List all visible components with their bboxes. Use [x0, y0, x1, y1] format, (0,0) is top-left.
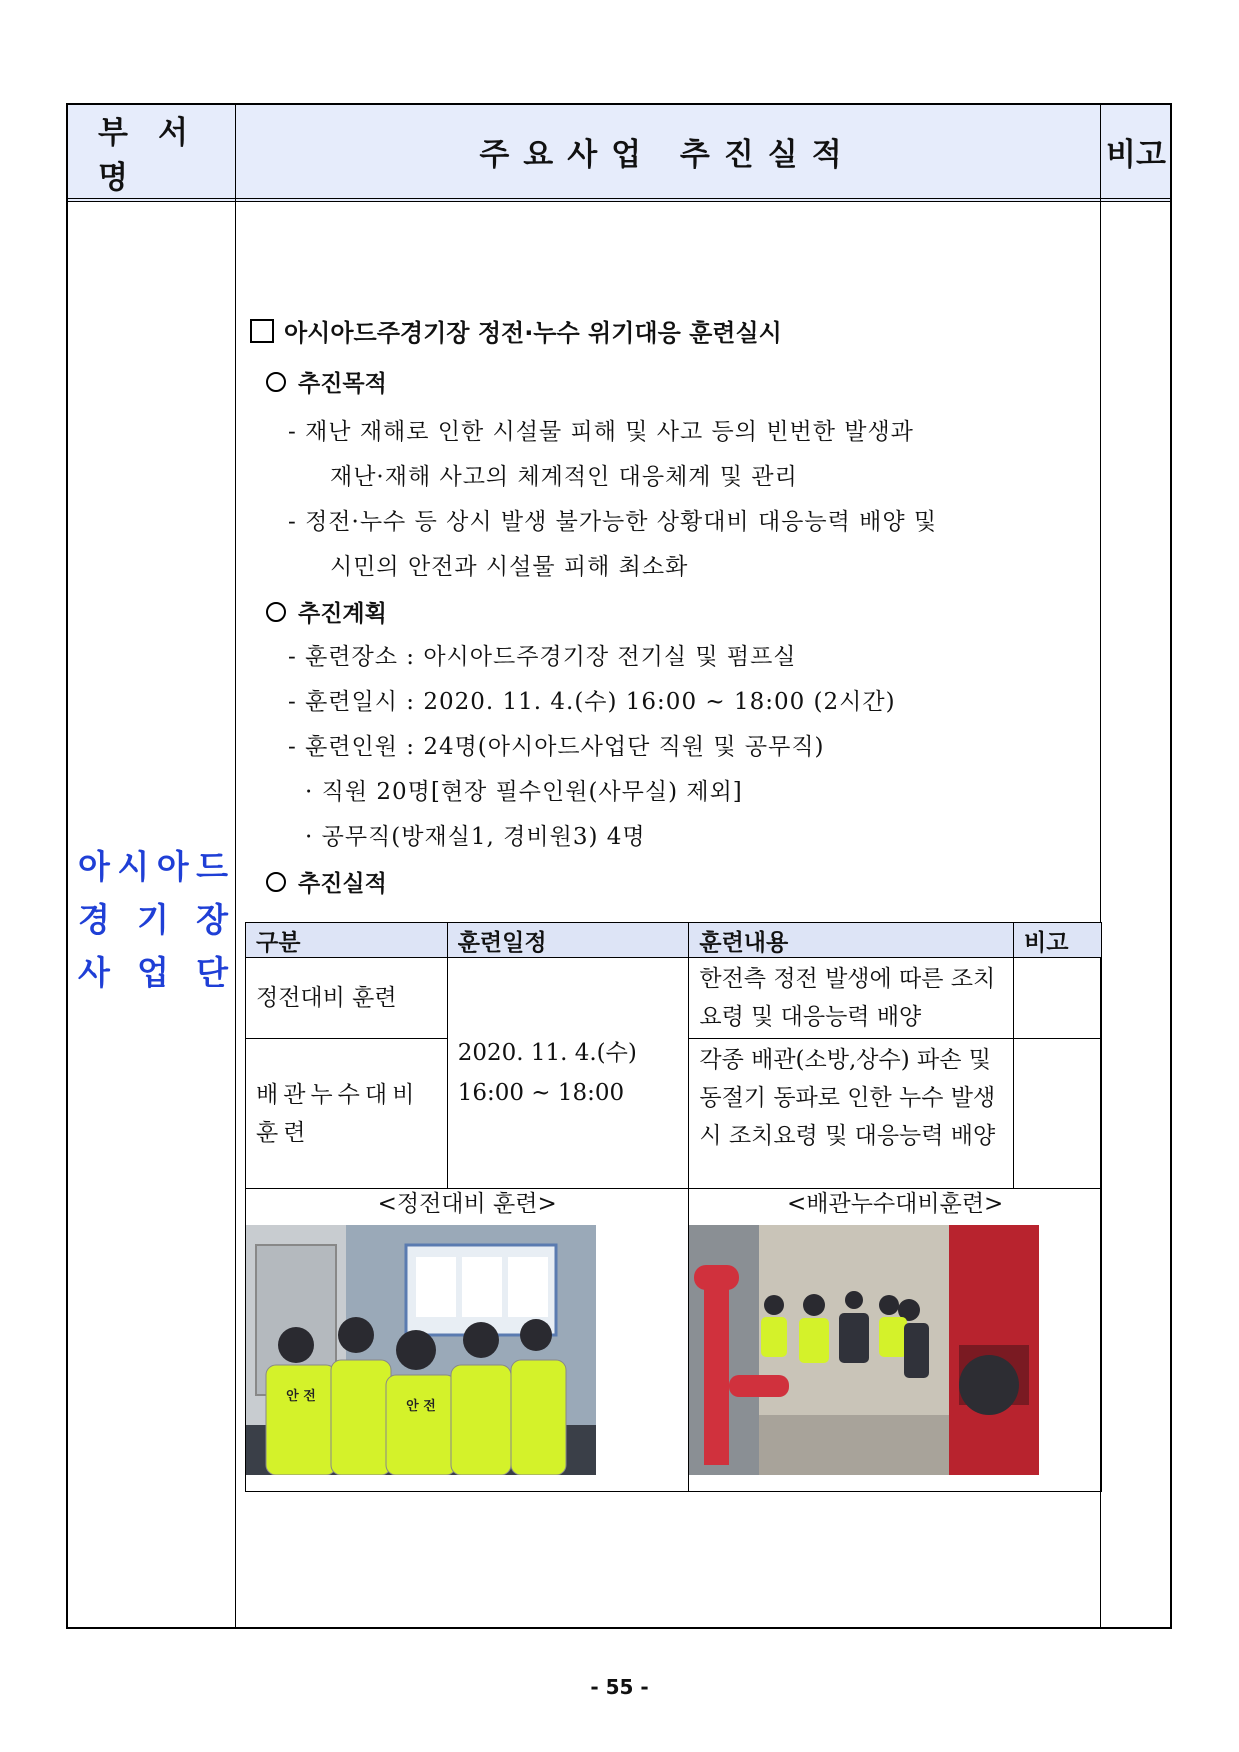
vest-label: 안 전 — [406, 1399, 436, 1414]
purpose-line: - 정전·누수 등 상시 발생 불가능한 상황대비 대응능력 배양 및 — [288, 509, 938, 535]
purpose-line: 시민의 안전과 시설물 피해 최소화 — [330, 554, 689, 580]
checkbox-icon — [250, 319, 274, 343]
circle-bullet-icon — [266, 602, 286, 622]
row-content: 각종 배관(소방,상수) 파손 및 동절기 동파로 인한 누수 발생시 조치요령 및 대응능력 배양 — [689, 1039, 1014, 1189]
purpose-heading: 추진목적 — [266, 365, 387, 398]
plan-line: - 훈련일시 : 2020. 11. 4.(수) 16:00 ~ 18:00 (2시간) — [288, 689, 896, 715]
plan-line: · 공무직(방재실1, 경비원3) 4명 — [305, 824, 646, 850]
photo-caption: <배관누수대비훈련> — [787, 1191, 1004, 1217]
col-schedule: 훈련일정 — [447, 923, 689, 958]
plan-line: - 훈련인원 : 24명(아시아드사업단 직원 및 공무직) — [288, 734, 825, 760]
header-note: 비고 — [1106, 137, 1166, 173]
purpose-line: 재난·재해 사고의 체계적인 대응체계 및 관리 — [330, 464, 798, 490]
plan-line: - 훈련장소 : 아시아드주경기장 전기실 및 펌프실 — [288, 644, 797, 670]
purpose-line: - 재난 재해로 인한 시설물 피해 및 사고 등의 빈번한 발생과 — [288, 419, 914, 445]
table-header — [68, 105, 1170, 202]
col-note: 비고 — [1014, 923, 1102, 958]
row-note — [1014, 1039, 1102, 1189]
circle-bullet-icon — [266, 872, 286, 892]
outage-drill-photo — [246, 1225, 596, 1475]
table-header-row — [246, 923, 1102, 958]
col-content: 훈련내용 — [689, 923, 1014, 958]
photo-caption: <정전대비 훈련> — [377, 1191, 557, 1217]
row-type: 정전대비 훈련 — [246, 958, 448, 1039]
row-note — [1014, 958, 1102, 1039]
row-content: 한전측 정전 발생에 따른 조치요령 및 대응능력 배양 — [689, 958, 1014, 1039]
section-title: 아시아드주경기장 정전·누수 위기대응 훈련실시 — [250, 313, 782, 348]
department-name: 아 시 아 드 경 기 장 사 업 단 — [78, 847, 228, 992]
photo-cell-outage — [246, 1189, 689, 1492]
row-schedule: 2020. 11. 4.(수) 16:00 ~ 18:00 — [447, 958, 689, 1189]
photo-row — [246, 1189, 1102, 1492]
plan-line: · 직원 20명[현장 필수인원(사무실) 제외] — [305, 779, 743, 805]
plan-heading: 추진계획 — [266, 595, 387, 628]
page-number: - 55 - — [590, 1675, 649, 1699]
col-type: 구분 — [246, 923, 448, 958]
vest-label: 안 전 — [286, 1389, 316, 1404]
photo-cell-leak — [689, 1189, 1102, 1492]
column-divider — [235, 105, 236, 1627]
result-table — [245, 922, 1102, 1492]
leak-drill-photo — [689, 1225, 1039, 1475]
circle-bullet-icon — [266, 372, 286, 392]
header-dept: 부서명 — [98, 114, 218, 196]
table-row — [246, 958, 1102, 1039]
row-type: 배관누수대비 훈련 — [246, 1039, 448, 1189]
result-heading: 추진실적 — [266, 865, 387, 898]
header-main: 주요사업 추진실적 — [479, 137, 856, 173]
